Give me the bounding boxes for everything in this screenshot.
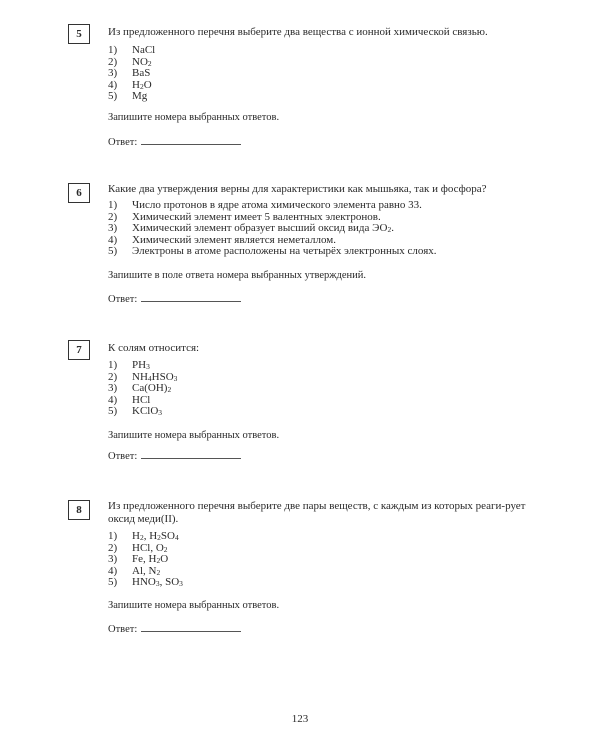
answer-row	[108, 622, 241, 635]
option-number: 2)	[108, 541, 118, 554]
instruction: Запишите номера выбранных ответов.	[108, 430, 280, 441]
option-text: NaCl	[132, 44, 156, 56]
answer-row	[108, 449, 241, 462]
option-number: 2)	[108, 370, 118, 383]
option-number: 4)	[108, 233, 118, 246]
instruction: Запишите номера выбранных ответов.	[108, 112, 280, 123]
option-text: $NO_2$	[132, 55, 152, 68]
task-number-box: 7	[68, 340, 90, 360]
option-text: Fe, $H_2O$	[132, 553, 169, 566]
option-text: Химический элемент имеет 5 валентных электронов.	[132, 210, 381, 223]
option-number: 5)	[108, 405, 118, 418]
option-number: 3)	[108, 553, 118, 566]
options-list	[108, 360, 177, 418]
instruction: Запишите номера выбранных ответов.	[108, 600, 280, 611]
answer-label: Ответ:	[108, 451, 138, 462]
option-number: 2)	[108, 210, 118, 223]
option-text: $PH_3$	[132, 359, 150, 371]
option-text: $H_2O$	[132, 78, 152, 91]
option-text: $H_2$, $H_2SO_4$	[132, 530, 179, 542]
question-text: Из предложенного перечня выберите две пары веществ, с каждым из которых реаги-рует оксид меди(II).	[108, 500, 526, 525]
option-number: 5)	[108, 90, 118, 103]
answer-label: Ответ:	[108, 624, 138, 635]
option-text: HCl	[132, 393, 151, 406]
answer-field[interactable]	[141, 622, 241, 632]
option-item	[108, 406, 177, 418]
options-list	[108, 531, 183, 589]
option-number: 3)	[108, 222, 118, 235]
option-text: Химический элемент является неметаллом.	[132, 233, 336, 246]
option-number: 2)	[108, 55, 118, 68]
task-number-box: 8	[68, 500, 90, 520]
answer-label: Ответ:	[108, 294, 138, 305]
answer-label: Ответ:	[108, 137, 138, 148]
answer-row	[108, 292, 241, 305]
option-text: BaS	[132, 67, 151, 80]
option-item	[108, 91, 155, 103]
option-number: 4)	[108, 564, 118, 577]
options-list	[108, 45, 155, 103]
answer-field[interactable]	[141, 135, 241, 145]
option-item	[108, 577, 183, 589]
answer-field[interactable]	[141, 292, 241, 302]
option-number: 1)	[108, 359, 118, 371]
page-number: 123	[291, 713, 309, 725]
option-number: 5)	[108, 245, 118, 258]
options-list	[108, 200, 437, 258]
option-text: Электроны в атоме расположены на четырёх электронных слоях.	[132, 245, 437, 258]
option-number: 1)	[108, 199, 118, 211]
question-text: Какие два утверждения верны для характеристики как мышьяка, так и фосфора?	[108, 183, 487, 195]
option-text: Химический элемент образует высший оксид вида $ЭО_2$.	[132, 222, 394, 235]
option-text: Число протонов в ядре атома химического элемента равно 33.	[132, 199, 422, 211]
option-text: KClO$_3$	[132, 405, 163, 418]
option-text: HCl, $O_2$	[132, 541, 168, 554]
option-number: 4)	[108, 78, 118, 91]
option-number: 3)	[108, 67, 118, 80]
option-text: $HNO_3$, $SO_3$	[132, 576, 183, 589]
option-number: 5)	[108, 576, 118, 589]
option-number: 4)	[108, 393, 118, 406]
answer-row	[108, 135, 241, 148]
option-number: 1)	[108, 530, 118, 542]
answer-field[interactable]	[141, 449, 241, 459]
option-text: Mg	[132, 90, 148, 103]
task-number-box: 5	[68, 24, 90, 44]
option-text: $NH_4HSO_3$	[132, 370, 178, 383]
option-item	[108, 246, 437, 258]
task-number-box: 6	[68, 183, 90, 203]
option-text: $Ca(OH)_2$	[132, 382, 172, 395]
option-number: 3)	[108, 382, 118, 395]
instruction: Запишите в поле ответа номера выбранных утверждений.	[108, 270, 367, 281]
option-number: 1)	[108, 44, 118, 56]
option-text: Al, $N_2$	[132, 564, 161, 577]
question-text: Из предложенного перечня выберите два вещества с ионной химической связью.	[108, 26, 488, 38]
question-text: К солям относится:	[108, 342, 200, 354]
